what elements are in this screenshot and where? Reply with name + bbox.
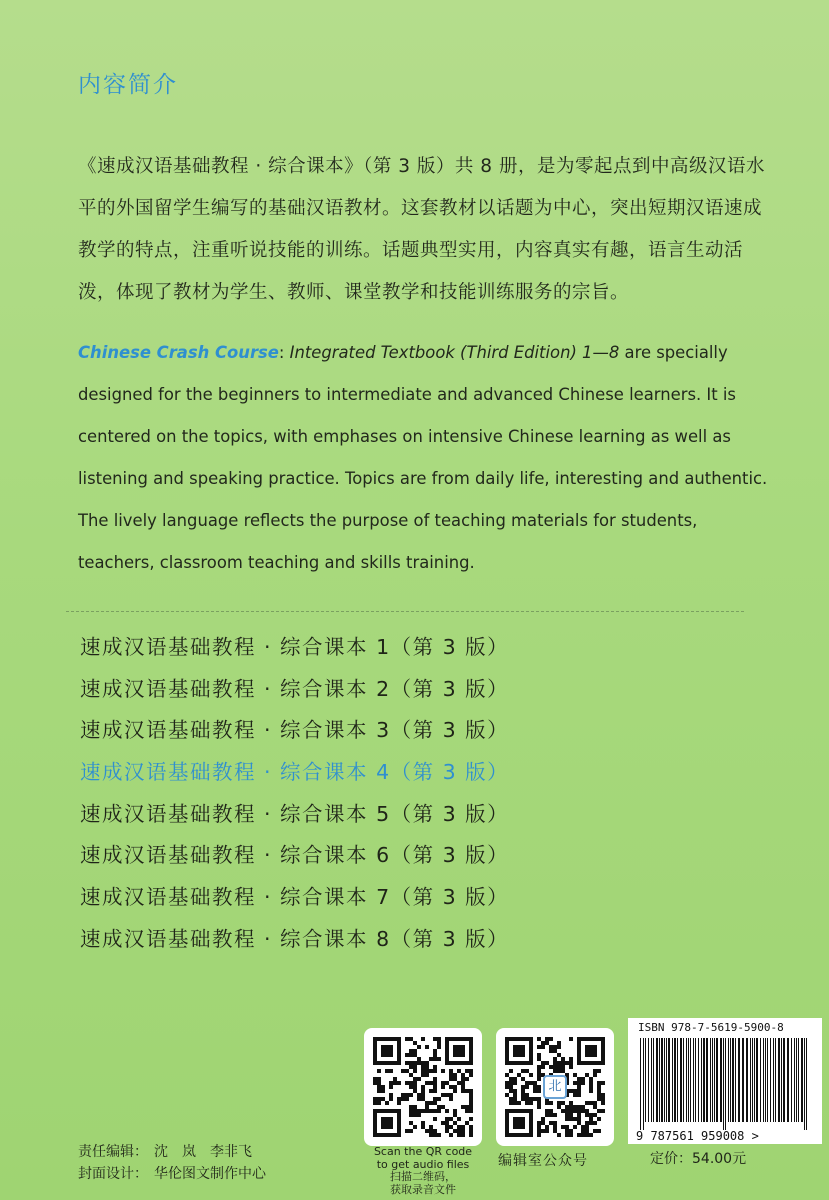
qr-caption-line: to get audio files bbox=[376, 1157, 470, 1171]
qr-code-icon bbox=[373, 1037, 473, 1137]
credits bbox=[78, 1141, 272, 1185]
isbn-barcode bbox=[628, 1018, 822, 1144]
office-qr-caption: 编辑室公众号 bbox=[498, 1153, 588, 1169]
series-subtitle: Integrated Textbook (Third Edition) 1—8 bbox=[289, 343, 620, 362]
cover-design-name: 华伦图文制作中心 bbox=[154, 1166, 266, 1182]
intro-english-body: are specially designed for the beginners to intermediate and advanced Chinese learners. It is centered on the topics, with emphases on intensive Chinese learning as well as listening and speaking practice. Topics are from daily life, interesting and authentic. The lively language reflects the purpose of teaching materials for students, teachers, classroom teaching and skills training. bbox=[78, 343, 768, 572]
qr-caption-line: 扫描二维码， bbox=[390, 1170, 456, 1183]
audio-qr-caption bbox=[360, 1146, 486, 1196]
book-item: 速成汉语基础教程 · 综合课本 2（第 3 版） bbox=[80, 676, 510, 701]
isbn-number: ISBN 978-7-5619-5900-8 bbox=[638, 1021, 784, 1034]
intro-english bbox=[78, 332, 768, 584]
series-name-highlight: Chinese Crash Course bbox=[78, 343, 279, 362]
editor-names: 沈 岚 李非飞 bbox=[154, 1144, 252, 1160]
office-qr-code[interactable] bbox=[496, 1028, 614, 1146]
section-divider bbox=[66, 611, 744, 612]
intro-chinese: 《速成汉语基础教程 · 综合课本》（第 3 版）共 8 册，是为零起点到中高级汉语水平的外国留学生编写的基础汉语教材。这套教材以话题为中心，突出短期汉语速成教学的特点，注重听说技能的训练。话题典型实用，内容真实有趣，语言生动活泼，体现了教材为学生、教师、课堂教学和技能训练服务的宗旨。 bbox=[78, 156, 765, 303]
price: 定价：54.00元 bbox=[650, 1151, 747, 1167]
publisher-logo-icon: 北 bbox=[543, 1075, 567, 1099]
book-item: 速成汉语基础教程 · 综合课本 1（第 3 版） bbox=[80, 635, 510, 659]
book-item: 速成汉语基础教程 · 综合课本 5（第 3 版） bbox=[80, 801, 510, 826]
qr-caption-line: Scan the QR code bbox=[373, 1145, 473, 1158]
book-item: 速成汉语基础教程 · 综合课本 7（第 3 版） bbox=[80, 885, 510, 910]
book-item: 速成汉语基础教程 · 综合课本 8（第 3 版） bbox=[80, 926, 510, 951]
colon: : bbox=[278, 343, 290, 362]
section-title: 内容简介 bbox=[78, 72, 178, 98]
barcode-icon bbox=[636, 1038, 814, 1142]
book-item-current: 速成汉语基础教程 · 综合课本 4（第 3 版） bbox=[80, 760, 510, 785]
editor-label: 责任编辑： bbox=[78, 1144, 148, 1160]
cover-design-label: 封面设计： bbox=[78, 1166, 148, 1182]
audio-qr-code[interactable] bbox=[364, 1028, 482, 1146]
book-list bbox=[80, 627, 509, 961]
book-item: 速成汉语基础教程 · 综合课本 3（第 3 版） bbox=[80, 718, 510, 743]
qr-caption-line: 获取录音文件 bbox=[390, 1182, 456, 1196]
book-item: 速成汉语基础教程 · 综合课本 6（第 3 版） bbox=[80, 843, 510, 868]
barcode-digits: 9 787561 959008 > bbox=[636, 1129, 759, 1142]
